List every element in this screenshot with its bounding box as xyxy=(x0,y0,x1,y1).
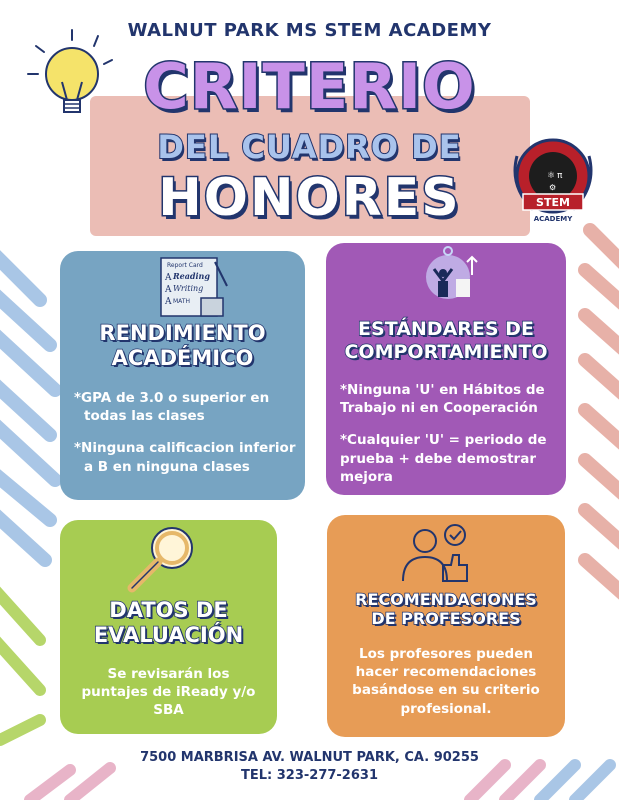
svg-text:⚙: ⚙ xyxy=(549,183,557,192)
school-address: 7500 MARBRISA AV. WALNUT PARK, CA. 90255 xyxy=(140,750,479,765)
behavior-criteria-text: *Ninguna 'U' en Hábitos de Trabajo ni en Cooperación *Cualquier 'U' = periodo de prueba + debe demostrar mejora xyxy=(340,382,547,485)
magnifier-icon xyxy=(118,522,208,598)
teacher-approval-icon xyxy=(395,519,495,585)
badge-stem-label: STEM xyxy=(536,196,570,209)
school-name: WALNUT PARK MS STEM ACADEMY xyxy=(127,20,492,41)
svg-text:A: A xyxy=(165,285,172,295)
svg-text:Reading: Reading xyxy=(173,271,210,281)
school-logo-badge xyxy=(503,136,603,228)
report-card-icon xyxy=(155,256,231,320)
badge-academy-label: ACADEMY xyxy=(533,215,573,223)
title-line-1: CRITERIO xyxy=(143,50,476,123)
behavior-card-title: ESTÁNDARES DE COMPORTAMIENTO xyxy=(344,318,548,363)
academic-performance-card xyxy=(60,251,305,500)
academic-criteria-text: *GPA de 3.0 o superior en todas las clases *Ninguna calificacion inferior a B en ninguna clases xyxy=(74,390,296,475)
assessment-card-title: DATOS DE EVALUACIÓN xyxy=(93,598,244,648)
teachers-card-title: RECOMENDACIONES DE PROFESORES xyxy=(355,590,537,629)
behavior-standards-card xyxy=(326,243,566,495)
svg-text:π: π xyxy=(557,171,563,181)
svg-text:A: A xyxy=(165,297,172,307)
academic-card-title: RENDIMIENTO ACADÉMICO xyxy=(99,321,266,371)
person-growth-icon xyxy=(416,243,486,309)
svg-text:Report Card: Report Card xyxy=(167,262,203,269)
svg-text:⚛: ⚛ xyxy=(547,171,556,181)
title-line-2: DEL CUADRO DE xyxy=(157,128,462,166)
svg-text:Writing: Writing xyxy=(173,284,204,293)
assessment-data-card xyxy=(60,520,277,734)
svg-text:MATH: MATH xyxy=(173,298,190,305)
svg-text:A: A xyxy=(165,273,172,283)
school-phone: TEL: 323-277-2631 xyxy=(240,768,378,783)
title-line-3: HONORES xyxy=(158,168,461,228)
teacher-recommendations-card xyxy=(327,515,565,737)
teachers-criteria-text: Los profesores pueden hacer recomendaciones basándose en su criterio profesional. xyxy=(352,646,540,717)
assessment-criteria-text: Se revisarán los puntajes de iReady y/o SBA xyxy=(81,666,256,719)
